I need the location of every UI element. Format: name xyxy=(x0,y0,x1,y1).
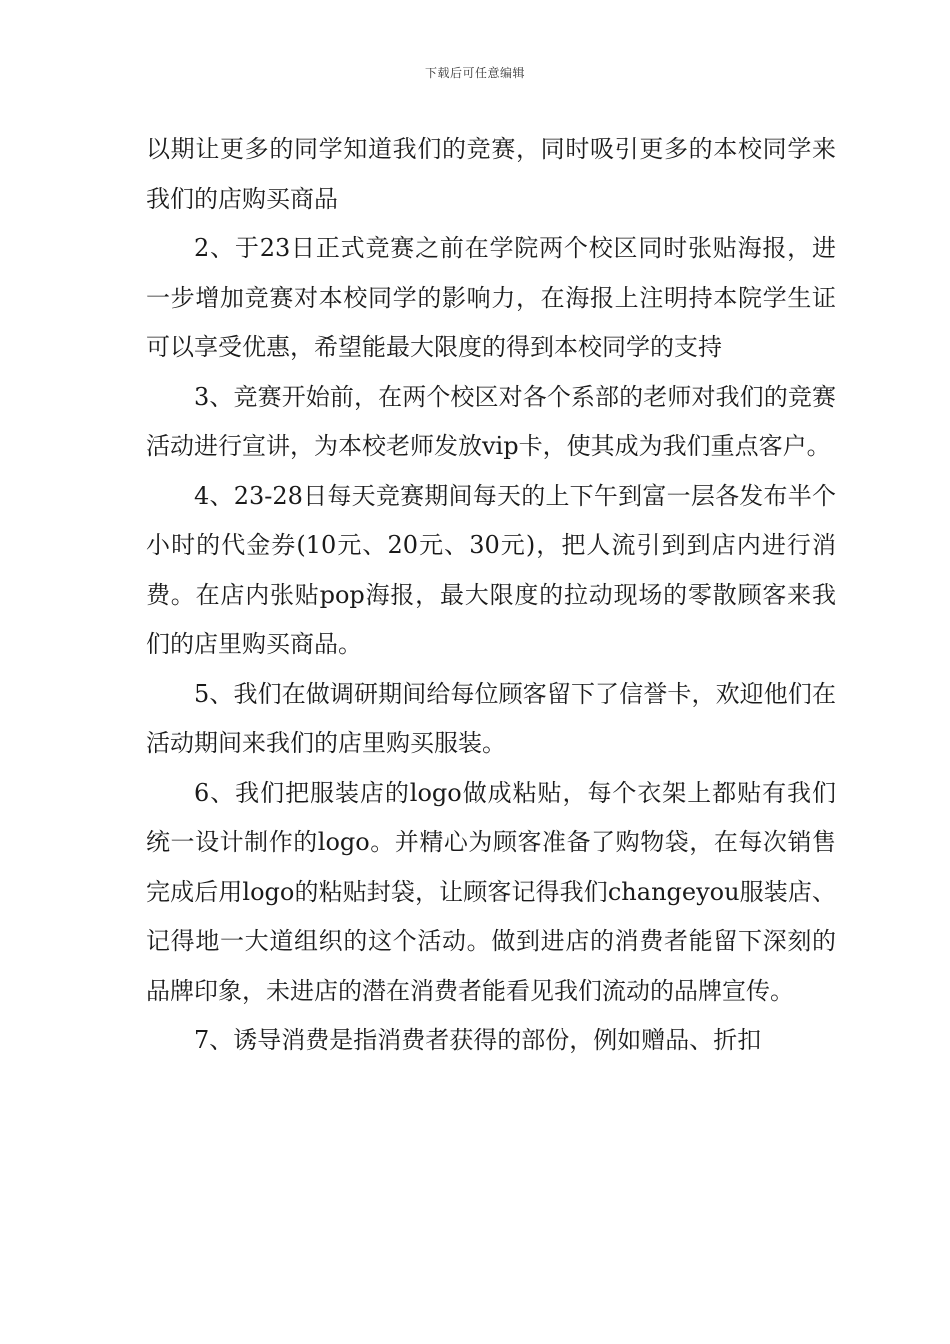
paragraph-4: 4、23-28日每天竞赛期间每天的上下午到富一层各发布半个小时的代金券(10元、20元、30元)，把人流引到到店内进行消费。在店内张贴pop海报，最大限度的拉动现场的零散顾客来我们的店里购买商品。 xyxy=(146,481,836,658)
paragraph-6: 6、我们把服装店的logo做成粘贴，每个衣架上都贴有我们统一设计制作的logo。并精心为顾客准备了购物袋，在每次销售完成后用logo的粘贴封袋，让顾客记得我们changeyou服装店、记得地一大道组织的这个活动。做到进店的消费者能留下深刻的品牌印象，未进店的潜在消费者能看见我们流动的品牌宣传。 xyxy=(146,778,836,1005)
paragraph-1: 以期让更多的同学知道我们的竞赛，同时吸引更多的本校同学来我们的店购买商品 xyxy=(146,135,836,213)
page-header: 下载后可任意编辑 xyxy=(424,66,525,80)
paragraph-7: 7、诱导消费是指消费者获得的部份，例如赠品、折扣 xyxy=(194,1026,762,1054)
paragraph-5: 5、我们在做调研期间给每位顾客留下了信誉卡，欢迎他们在活动期间来我们的店里购买服装。 xyxy=(146,679,836,757)
paragraph-2: 2、于23日正式竞赛之前在学院两个校区同时张贴海报，进一步增加竞赛对本校同学的影响力，在海报上注明持本院学生证可以享受优惠，希望能最大限度的得到本校同学的支持 xyxy=(146,234,836,361)
document-body xyxy=(146,125,836,1066)
paragraph-3: 3、竞赛开始前，在两个校区对各个系部的老师对我们的竞赛活动进行宣讲，为本校老师发放vip卡，使其成为我们重点客户。 xyxy=(146,382,836,460)
